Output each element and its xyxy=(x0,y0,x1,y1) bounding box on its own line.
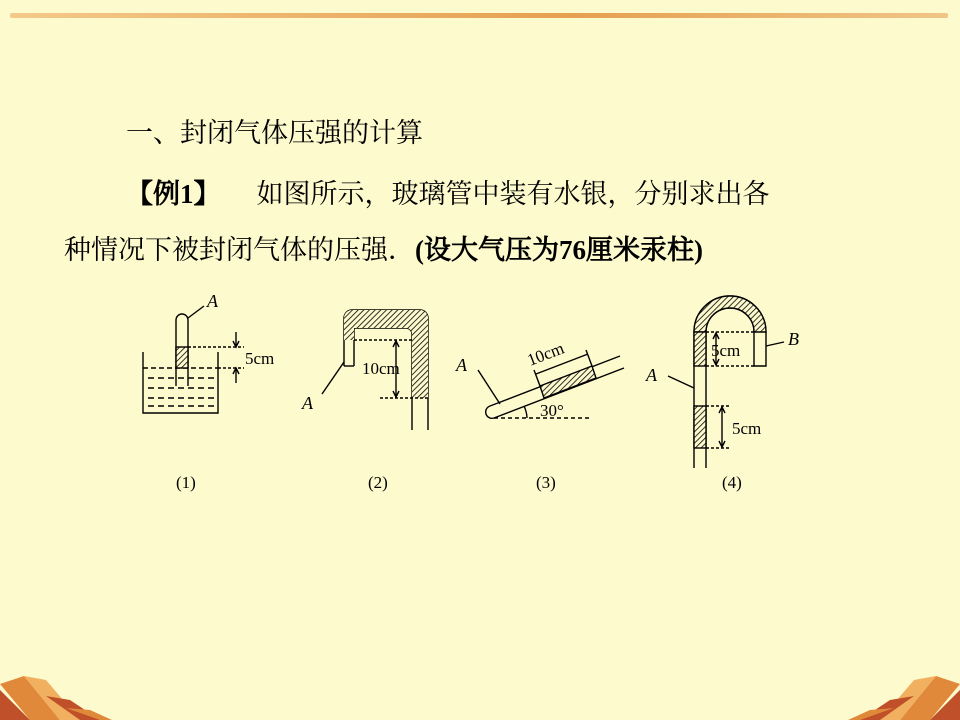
corner-decoration-left xyxy=(0,676,112,720)
figure-3-caption: (3) xyxy=(536,473,556,492)
figure-4-label-a: A xyxy=(646,365,657,385)
figure-3-dim: 10cm xyxy=(524,338,567,370)
figure-1-caption: (1) xyxy=(176,473,196,492)
figure-1 xyxy=(143,306,244,413)
tube-2-inner xyxy=(354,328,412,430)
figure-2-caption: (2) xyxy=(368,473,388,492)
mercury-left-4 xyxy=(694,332,706,366)
example-tag: 【例1】 xyxy=(126,179,221,209)
example-paren-open: (设大气压为 xyxy=(415,235,559,265)
figure-3-angle: 30° xyxy=(540,401,564,420)
mercury-column-2 xyxy=(344,310,428,398)
figure-4-label-b: B xyxy=(788,329,799,349)
figure-4-caption: (4) xyxy=(722,473,742,492)
corner-decoration-right xyxy=(848,676,960,720)
example-text-1: 如图所示，玻璃管中装有水银，分别求出各 xyxy=(256,179,770,210)
example-pressure-unit: 厘米汞柱) xyxy=(586,235,703,265)
mercury-column-1 xyxy=(176,347,188,368)
figure-4 xyxy=(668,296,784,468)
mercury-bottom-4 xyxy=(694,406,706,448)
figure-3-label-a: A xyxy=(456,355,467,375)
figure-4-dim-top: 5cm xyxy=(711,341,741,360)
example-text-2: 种情况下被封闭气体的压强． xyxy=(64,235,415,266)
figure-1-dim: 5cm xyxy=(245,349,275,368)
section-heading: 一、封闭气体压强的计算 xyxy=(126,118,423,149)
figure-4-dim-bottom: 5cm xyxy=(732,419,762,438)
figure-1-label-a: A xyxy=(207,291,218,311)
figure-2-label-a: A xyxy=(302,393,313,413)
mercury-arc-4 xyxy=(694,296,766,332)
figure-2-dim: 10cm xyxy=(362,359,400,378)
example-pressure-value: 76 xyxy=(559,235,586,265)
